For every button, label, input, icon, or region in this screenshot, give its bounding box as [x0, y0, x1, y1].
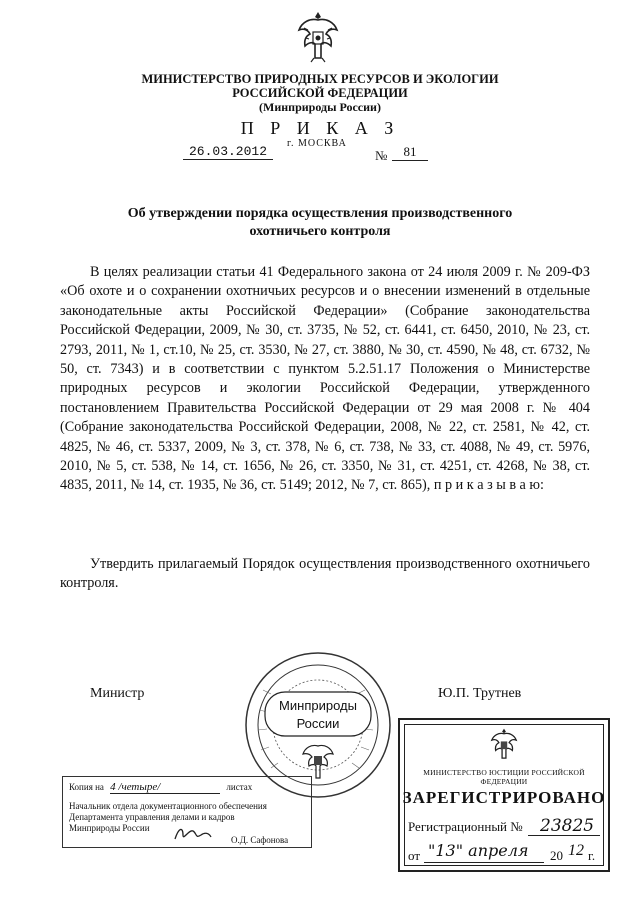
registration-emblem-icon: [489, 726, 519, 762]
coat-of-arms-emblem: [296, 8, 340, 64]
copy-signer: О.Д. Сафонова: [231, 835, 289, 845]
order-title-line1: Об утверждении порядка осуществления производственного: [127, 206, 513, 221]
ministry-short-name: (Минприроды России): [259, 100, 381, 114]
copy-certification-stamp: [62, 776, 312, 848]
copy-head-line2: Департамента управления делами и кадров: [69, 812, 235, 822]
copy-head-line1: Начальник отдела документационного обеспечения: [69, 801, 267, 811]
signatory-position: Министр: [90, 686, 145, 701]
copy-label: Копия на: [69, 782, 104, 792]
copy-sheets-word: листах: [226, 782, 253, 792]
ministry-name-line2: РОССИЙСКОЙ ФЕДЕРАЦИИ: [232, 86, 408, 100]
body-paragraph-1: [60, 263, 590, 496]
order-number: 81: [392, 144, 428, 161]
order-date: 26.03.2012: [183, 144, 273, 160]
registration-year-suffix: г.: [588, 848, 596, 863]
registration-from-label: от: [408, 848, 421, 863]
body-paragraph-2-text: Утвердить прилагаемый Порядок осуществления производственного охотничьего контроля.: [60, 556, 590, 592]
ministry-name-line1: МИНИСТЕРСТВО ПРИРОДНЫХ РЕСУРСОВ И ЭКОЛОГИИ: [141, 72, 499, 86]
registration-number-label: Регистрационный №: [408, 819, 523, 834]
registration-year-handwritten: 12: [568, 842, 584, 859]
registration-registered: ЗАРЕГИСТРИРОВАНО: [402, 788, 606, 807]
document-type: П Р И К А З: [240, 118, 400, 138]
city: г. МОСКВА: [287, 138, 347, 149]
order-title-line2: охотничьего контроля: [249, 224, 391, 239]
registration-year-prefix: 20: [550, 848, 563, 863]
registration-ministry: МИНИСТЕРСТВО ЮСТИЦИИ РОССИЙСКОЙ ФЕДЕРАЦИИ: [423, 768, 585, 786]
seal-text-line1: Минприроды: [279, 698, 357, 713]
registration-date-handwritten: "13" апреля: [428, 841, 529, 860]
number-sign: №: [375, 148, 388, 163]
signatory-name: Ю.П. Трутнев: [438, 686, 522, 701]
copy-sheets-handwritten: 4 /четыре/: [110, 782, 220, 794]
registration-stamp: [398, 718, 610, 872]
order-title: [90, 205, 550, 241]
seal-text-line2: России: [296, 716, 340, 731]
body-paragraph-2: [60, 555, 590, 594]
seal-eagle-icon: [303, 745, 333, 778]
copy-signature-scribble: [173, 825, 213, 843]
body-paragraph-1-text: В целях реализации статьи 41 Федерального закона от 24 июля 2009 г. № 209-ФЗ «Об охоте и о сохранении охотничьих ресурсов и о внесении изменений в отдельные законодательные акты Российской Федерации» (Собрание законодательства Российской Федерации, 2009, № 30, ст. 3735, № 52, ст. 6441, ст. 6450, 2010, № 23, ст. 2793, 2011, № 1, ст.10, № 25, ст. 3530, № 27, ст. 3880, № 30, ст. 4590, № 48, ст. 6732, № 50, ст. 7343) и в соответствии с пунктом 5.2.51.17 Положения о Министерстве природных ресурсов и экологии Российской Федерации, утвержденного постановлением Правительства Российской Федерации от 29 мая 2008 г. № 404 (Собрание законодательства Российской Федерации, 2008, № 22, ст. 2581, № 42, ст. 4825, № 46, ст. 5337, 2009, № 3, ст. 378, № 6, ст. 738, № 33, ст. 4088, № 49, ст. 5976, 2010, № 5, ст. 538, № 14, ст. 1656, № 26, ст. 3350, № 31, ст. 4251, ст. 4268, № 38, ст. 4835, 2011, № 14, ст. 1935, № 36, ст. 5149; 2012, № 7, ст. 865), п р и к а з ы в а ю:: [60, 264, 590, 494]
copy-head-line3: Минприроды России: [69, 823, 150, 833]
registration-number: 23825: [540, 816, 595, 836]
